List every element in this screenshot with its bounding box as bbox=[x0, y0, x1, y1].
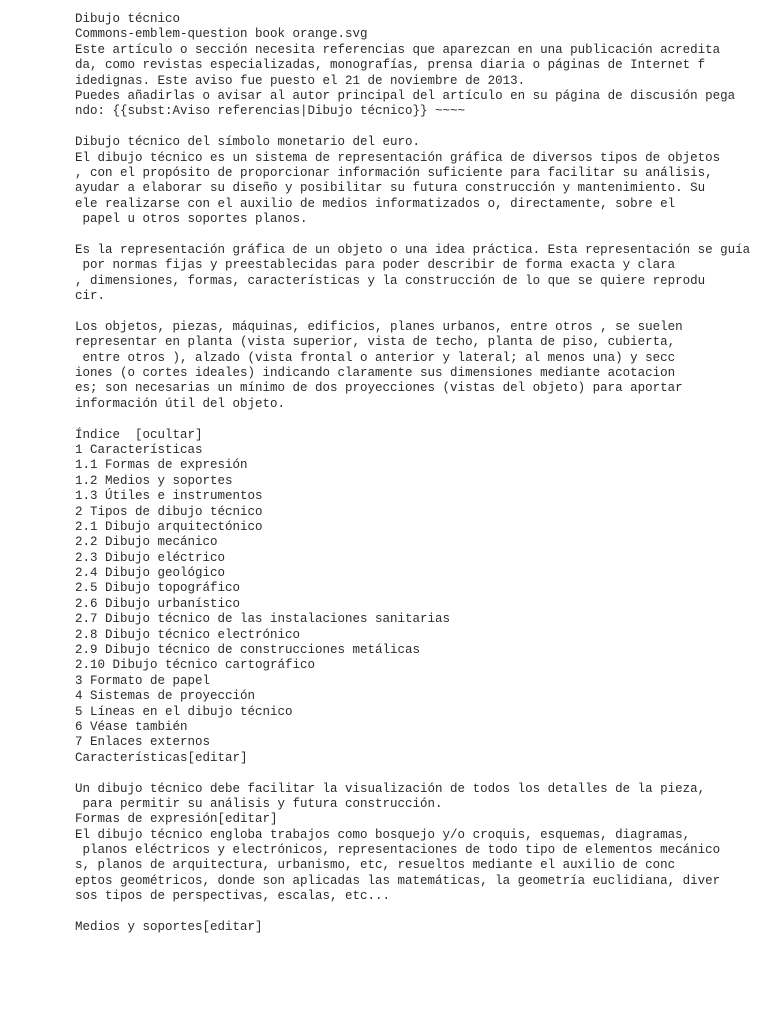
toc-item[interactable]: 2.3 Dibujo eléctrico bbox=[75, 550, 226, 565]
toc-item[interactable]: 2 Tipos de dibujo técnico bbox=[75, 504, 263, 519]
toc-item[interactable]: 2.4 Dibujo geológico bbox=[75, 566, 226, 581]
spacer bbox=[75, 227, 765, 242]
references-notice bbox=[75, 43, 765, 120]
paragraph-line: Dibujo técnico del símbolo monetario del euro. bbox=[75, 135, 421, 150]
toc-item[interactable]: 2.2 Dibujo mecánico bbox=[75, 535, 218, 550]
spacer bbox=[75, 905, 765, 920]
paragraph-line: ayudar a elaborar su diseño y posibilitar su futura construcción y mantenimiento. Su bbox=[75, 181, 706, 196]
document-body bbox=[75, 12, 765, 935]
paragraph-line: entre otros ), alzado (vista frontal o anterior y lateral; al menos una) y secc bbox=[75, 350, 676, 365]
paragraph-line: papel u otros soportes planos. bbox=[75, 212, 308, 227]
paragraph-line: iones (o cortes ideales) indicando claramente sus dimensiones mediante acotacion bbox=[75, 365, 676, 380]
section-heading[interactable]: Medios y soportes[editar] bbox=[75, 920, 263, 935]
paragraph-line: El dibujo técnico engloba trabajos como bosquejo y/o croquis, esquemas, diagramas, bbox=[75, 827, 691, 842]
representation-paragraph bbox=[75, 243, 765, 305]
toc-item[interactable]: 2.6 Dibujo urbanístico bbox=[75, 596, 241, 611]
paragraph-line: Es la representación gráfica de un objeto o una idea práctica. Esta representación se guía bbox=[75, 242, 751, 257]
toc-item[interactable]: 2.5 Dibujo topográfico bbox=[75, 581, 241, 596]
toc-item[interactable]: 6 Véase también bbox=[75, 719, 188, 734]
paragraph-line: ele realizarse con el auxilio de medios informatizados o, directamente, sobre el bbox=[75, 196, 676, 211]
table-of-contents bbox=[75, 428, 765, 751]
toc-item[interactable]: 1.3 Útiles e instrumentos bbox=[75, 489, 263, 504]
spacer bbox=[75, 304, 765, 319]
notice-line: Puedes añadirlas o avisar al autor principal del artículo en su página de discusión pega bbox=[75, 88, 736, 103]
toc-item[interactable]: 1.1 Formas de expresión bbox=[75, 458, 248, 473]
paragraph-line: planos eléctricos y electrónicos, representaciones de todo tipo de elementos mecánico bbox=[75, 843, 721, 858]
toc-item[interactable]: 4 Sistemas de proyección bbox=[75, 689, 256, 704]
toc-heading[interactable]: Índice [ocultar] bbox=[75, 427, 203, 442]
toc-item[interactable]: 2.8 Dibujo técnico electrónico bbox=[75, 627, 301, 642]
page-title: Dibujo técnico bbox=[75, 12, 181, 26]
section-medios bbox=[75, 920, 765, 935]
paragraph-line: eptos geométricos, donde son aplicadas las matemáticas, la geometría euclidiana, diver bbox=[75, 873, 721, 888]
toc-item[interactable]: 7 Enlaces externos bbox=[75, 735, 211, 750]
section-heading[interactable]: Formas de expresión[editar] bbox=[75, 812, 278, 827]
section-formas bbox=[75, 812, 765, 904]
toc-item[interactable]: 2.7 Dibujo técnico de las instalaciones sanitarias bbox=[75, 612, 451, 627]
spacer bbox=[75, 120, 765, 135]
section-caracteristicas bbox=[75, 751, 765, 813]
paragraph-line: sos tipos de perspectivas, escalas, etc... bbox=[75, 889, 391, 904]
notice-line: Este artículo o sección necesita referencias que aparezcan en una publicación acredita bbox=[75, 42, 721, 57]
paragraph-line: es; son necesarias un mínimo de dos proyecciones (vistas del objeto) para aportar bbox=[75, 381, 683, 396]
paragraph-line: Un dibujo técnico debe facilitar la visualización de todos los detalles de la pieza, bbox=[75, 781, 706, 796]
paragraph-line: por normas fijas y preestablecidas para poder describir de forma exacta y clara bbox=[75, 258, 676, 273]
toc-item[interactable]: 5 Líneas en el dibujo técnico bbox=[75, 704, 293, 719]
toc-item[interactable]: 1 Características bbox=[75, 442, 203, 457]
paragraph-line: El dibujo técnico es un sistema de representación gráfica de diversos tipos de objetos bbox=[75, 150, 721, 165]
paragraph-line: Los objetos, piezas, máquinas, edificios, planes urbanos, entre otros , se suelen bbox=[75, 319, 683, 334]
paragraph-line: s, planos de arquitectura, urbanismo, etc, resueltos mediante el auxilio de conc bbox=[75, 858, 676, 873]
intro-paragraph bbox=[75, 135, 765, 227]
paragraph-line: , dimensiones, formas, características y la construcción de lo que se quiere reprodu bbox=[75, 273, 706, 288]
notice-line: ndo: {{subst:Aviso referencias|Dibujo técnico}} ~~~~ bbox=[75, 104, 466, 119]
paragraph-line: para permitir su análisis y futura construcción. bbox=[75, 796, 443, 811]
toc-item[interactable]: 2.9 Dibujo técnico de construcciones metálicas bbox=[75, 643, 421, 658]
toc-item[interactable]: 2.1 Dibujo arquitectónico bbox=[75, 519, 263, 534]
spacer bbox=[75, 766, 765, 781]
paragraph-line: , con el propósito de proporcionar información suficiente para facilitar su análisis, bbox=[75, 165, 713, 180]
toc-item[interactable]: 2.10 Dibujo técnico cartográfico bbox=[75, 658, 316, 673]
paragraph-line: representar en planta (vista superior, vista de techo, planta de piso, cubierta, bbox=[75, 335, 676, 350]
paragraph-line: información útil del objeto. bbox=[75, 396, 286, 411]
section-heading[interactable]: Características[editar] bbox=[75, 750, 248, 765]
objects-paragraph bbox=[75, 320, 765, 412]
toc-item[interactable]: 1.2 Medios y soportes bbox=[75, 473, 233, 488]
spacer bbox=[75, 412, 765, 427]
paragraph-line: cir. bbox=[75, 289, 106, 304]
image-caption: Commons-emblem-question book orange.svg bbox=[75, 27, 368, 42]
toc-item[interactable]: 3 Formato de papel bbox=[75, 673, 211, 688]
notice-line: da, como revistas especializadas, monografías, prensa diaria o páginas de Internet f bbox=[75, 58, 706, 73]
notice-line: idedignas. Este aviso fue puesto el 21 de noviembre de 2013. bbox=[75, 73, 526, 88]
